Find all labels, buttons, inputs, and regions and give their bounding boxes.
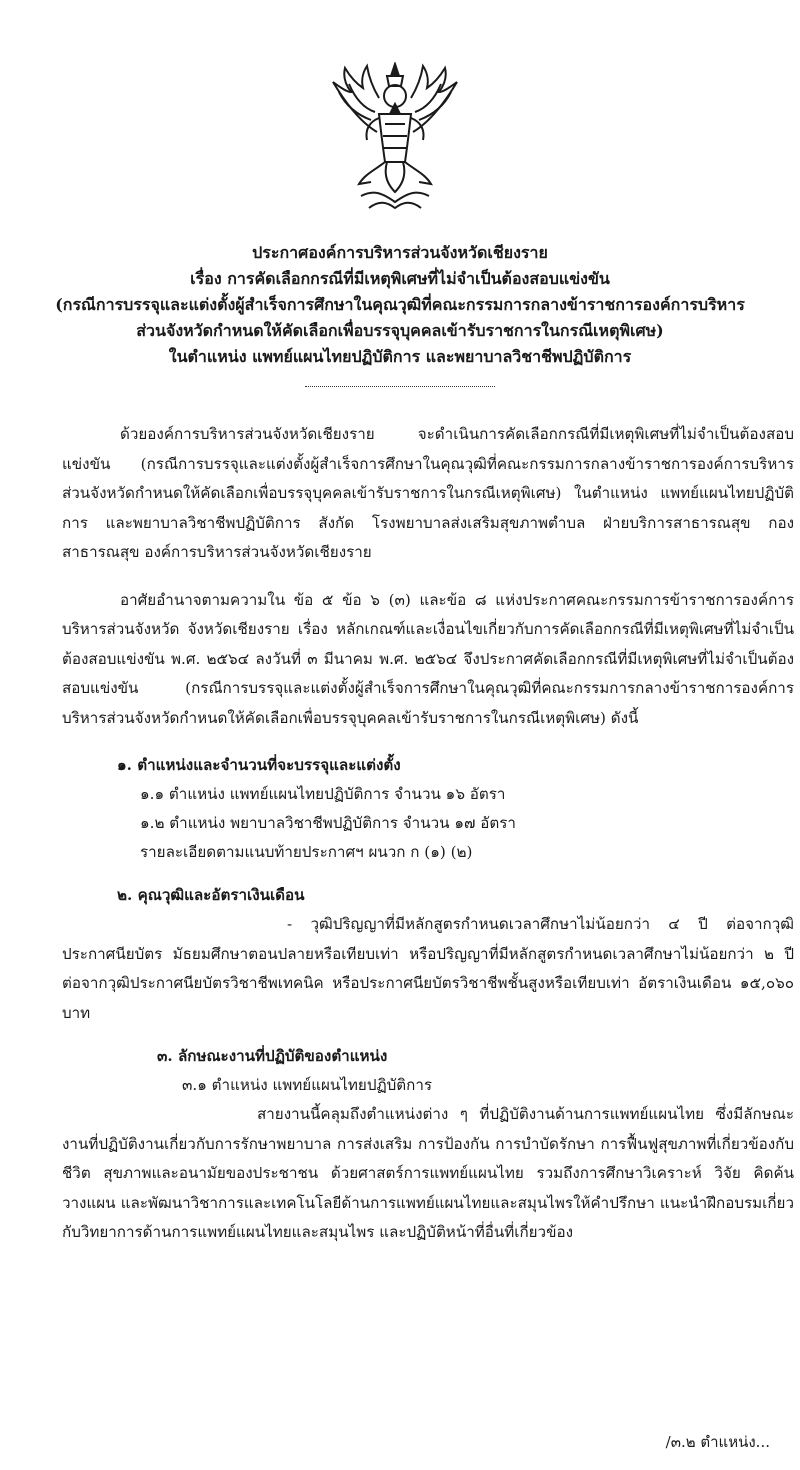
header-issuer: ประกาศองค์การบริหารส่วนจังหวัดเชียงราย bbox=[252, 243, 548, 262]
intro-paragraph-2 bbox=[62, 586, 794, 734]
header-subject-detail-1: (กรณีการบรรจุและแต่งตั้งผู้สำเร็จการศึกษาในคุณวุฒิที่คณะกรรมการกลางข้าราชการองค์การบริหาร bbox=[55, 295, 745, 314]
announcement-body bbox=[62, 420, 794, 1266]
section-2-text bbox=[62, 910, 794, 1028]
section-1-item-1: ๑.๑ ตำแหน่ง แพทย์แผนไทยปฏิบัติการ จำนวน ๑๖ อัตรา bbox=[140, 785, 506, 803]
section-3 bbox=[62, 1042, 794, 1248]
header-positions: ในตำแหน่ง แพทย์แผนไทยปฏิบัติการ และพยาบาลวิชาชีพปฏิบัติการ bbox=[168, 347, 632, 366]
section-3-text-body: สายงานนี้คลุมถึงตำแหน่งต่าง ๆ ที่ปฏิบัติงานด้านการแพทย์แผนไทย ซึ่งมีลักษณะงานที่ปฏิบัติงานเกี่ยวกับการรักษาพยาบาล การส่งเสริม การป้องกัน การบำบัดรักษา การฟื้นฟูสุขภาพที่เกี่ยวข้องกับชีวิต สุขภาพและอนามัยของประชาชน ด้วยศาสตร์การแพทย์แผนไทย รวมถึงการศึกษาวิเคราะห์ วิจัย คิดค้น วางแผน และพัฒนาวิชาการและเทคโนโลยีด้านการแพทย์แผนไทยและสมุนไพรให้คำปรึกษา แนะนำฝึกอบรมเกี่ยวกับวิทยาการด้านการแพทย์แผนไทยและสมุนไพร และปฏิบัติหน้าที่อื่นที่เกี่ยวข้อง bbox=[62, 1105, 794, 1241]
section-1-title: ๑. ตำแหน่งและจำนวนที่จะบรรจุและแต่งตั้ง bbox=[117, 756, 401, 774]
section-2 bbox=[62, 881, 794, 1028]
garuda-emblem-icon bbox=[315, 62, 475, 212]
intro-paragraph-1 bbox=[62, 420, 794, 568]
section-2-text-first: - วุฒิปริญญาที่มีหลักสูตรกำหนดเวลาศึกษาไม่น้อยกว่า ๔ ปี ต่อจากวุฒิประกาศนียบัตร bbox=[62, 915, 794, 963]
intro-paragraph-1-text: ด้วยองค์การบริหารส่วนจังหวัดเชียงราย จะดำเนินการคัดเลือกกรณีที่มีเหตุพิเศษที่ไม่จำเป็นต้องสอบแข่งขัน (กรณีการบรรจุและแต่งตั้งผู้สำเร็จการศึกษาในคุณวุฒิที่คณะกรรมการกลางข้าราชการองค์การบริหารส่วนจังหวัดกำหนดให้คัดเลือกเพื่อบรรจุบุคคลเข้ารับราชการในกรณีเหตุพิเศษ) ในตำแหน่ง แพทย์แผนไทยปฏิบัติการ และพยาบาลวิชาชีพปฏิบัติการ สังกัด โรงพยาบาลส่งเสริมสุขภาพตำบล ฝ่ายบริการสาธารณสุข กองสาธารณสุข องค์การบริหารส่วนจังหวัดเชียงราย bbox=[62, 425, 794, 561]
section-1 bbox=[62, 751, 794, 867]
intro-paragraph-2-text: อาศัยอำนาจตามความใน ข้อ ๕ ข้อ ๖ (๓) และข้อ ๘ แห่งประกาศคณะกรรมการข้าราชการองค์การบริหารส่วนจังหวัด จังหวัดเชียงราย เรื่อง หลักเกณฑ์และเงื่อนไขเกี่ยวกับการคัดเลือกกรณีที่มีเหตุพิเศษที่ไม่จำเป็นต้องสอบแข่งขัน พ.ศ. ๒๕๖๔ ลงวันที่ ๓ มีนาคม พ.ศ. ๒๕๖๔ จึงประกาศคัดเลือกกรณีที่มีเหตุพิเศษที่ไม่จำเป็นต้องสอบแข่งขัน (กรณีการบรรจุและแต่งตั้งผู้สำเร็จการศึกษาในคุณวุฒิที่คณะกรรมการกลางข้าราชการองค์การบริหารส่วนจังหวัดกำหนดให้คัดเลือกเพื่อบรรจุบุคคลเข้ารับราชการในกรณีเหตุพิเศษ) ดังนี้ bbox=[62, 590, 794, 727]
section-3-subtitle: ๓.๑ ตำแหน่ง แพทย์แผนไทยปฏิบัติการ bbox=[182, 1076, 433, 1094]
continuation-marker: /๓.๒ ตำแหน่ง... bbox=[665, 1433, 770, 1451]
dotted-divider bbox=[305, 386, 495, 387]
section-2-title: ๒. คุณวุฒิและอัตราเงินเดือน bbox=[117, 886, 305, 904]
section-1-note: รายละเอียดตามแนบท้ายประกาศฯ ผนวก ก (๑) (๒) bbox=[140, 843, 473, 861]
section-3-text bbox=[62, 1100, 794, 1248]
section-2-text-rest: มัธยมศึกษาตอนปลายหรือเทียบเท่า หรือปริญญาที่มีหลักสูตรกำหนดเวลาศึกษาไม่น้อยกว่า ๒ ปี ต่อจากวุฒิประกาศนียบัตรวิชาชีพเทคนิค หรือประกาศนียบัตรวิชาชีพชั้นสูงหรือเทียบเท่า อัตราเงินเดือน ๑๕,๐๖๐ บาท bbox=[62, 944, 794, 1022]
header-subject: เรื่อง การคัดเลือกกรณีที่มีเหตุพิเศษที่ไม่จำเป็นต้องสอบแข่งขัน bbox=[190, 269, 610, 288]
announcement-header bbox=[0, 240, 800, 370]
section-1-item-2: ๑.๒ ตำแหน่ง พยาบาลวิชาชีพปฏิบัติการ จำนวน ๑๗ อัตรา bbox=[140, 814, 516, 832]
section-3-title: ๓. ลักษณะงานที่ปฏิบัติของตำแหน่ง bbox=[157, 1047, 388, 1065]
header-subject-detail-2: ส่วนจังหวัดกำหนดให้คัดเลือกเพื่อบรรจุบุคคลเข้ารับราชการในกรณีเหตุพิเศษ) bbox=[136, 321, 664, 340]
